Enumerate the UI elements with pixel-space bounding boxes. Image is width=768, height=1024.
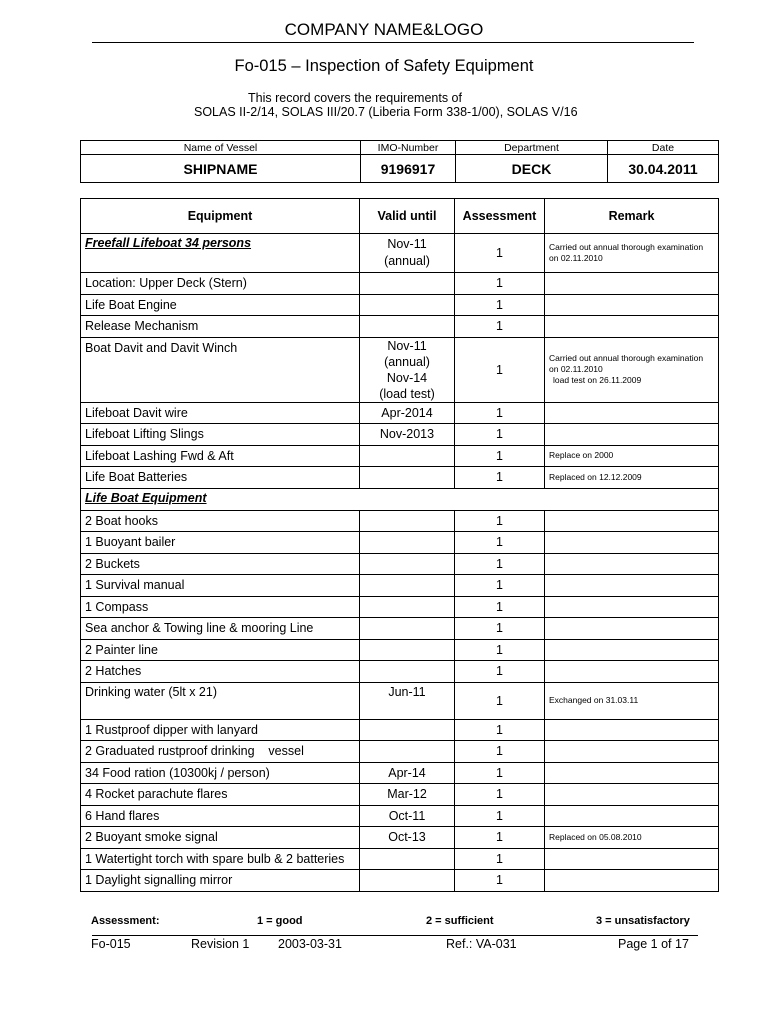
section-heading-freefall-lifeboat: Freefall Lifeboat 34 persons xyxy=(81,234,360,273)
valid-until-cell xyxy=(360,316,455,338)
assessment-cell: 1 xyxy=(455,661,545,683)
imo-number-label: IMO-Number xyxy=(361,141,456,155)
assessment-cell: 1 xyxy=(455,618,545,640)
header-divider xyxy=(92,42,694,43)
remark-cell xyxy=(545,719,719,741)
remark-cell xyxy=(545,294,719,316)
remark-cell xyxy=(545,532,719,554)
valid-until-cell: Nov-2013 xyxy=(360,424,455,446)
remark-cell xyxy=(545,762,719,784)
table-row xyxy=(81,553,719,575)
valid-until-cell xyxy=(360,848,455,870)
assessment-cell: 1 xyxy=(455,827,545,849)
table-row xyxy=(81,402,719,424)
remark-line: load test on 26.11.2009 xyxy=(553,375,642,385)
assessment-cell: 1 xyxy=(455,741,545,763)
valid-until-line: (annual) xyxy=(384,254,430,268)
date-label: Date xyxy=(608,141,719,155)
valid-until-cell xyxy=(360,596,455,618)
valid-until-cell xyxy=(360,870,455,892)
equipment-cell: Boat Davit and Davit Winch xyxy=(81,337,360,402)
valid-until-cell xyxy=(360,445,455,467)
equipment-cell: Lifeboat Lifting Slings xyxy=(81,424,360,446)
valid-until-cell xyxy=(360,639,455,661)
equipment-cell: Lifeboat Davit wire xyxy=(81,402,360,424)
remark-cell xyxy=(545,784,719,806)
valid-until-line: Nov-14 xyxy=(386,370,428,385)
intro-text-line-2: SOLAS II-2/14, SOLAS III/20.7 (Liberia Form 338-1/00), SOLAS V/16 xyxy=(194,105,578,119)
assessment-cell: 1 xyxy=(455,805,545,827)
column-header-equipment: Equipment xyxy=(81,199,360,234)
footer-date: 2003-03-31 xyxy=(278,937,342,951)
table-row xyxy=(81,870,719,892)
table-row xyxy=(81,719,719,741)
table-row xyxy=(81,682,719,719)
equipment-cell: 2 Hatches xyxy=(81,661,360,683)
vessel-info-table xyxy=(80,140,719,183)
remark-cell xyxy=(545,510,719,532)
equipment-cell: Life Boat Batteries xyxy=(81,467,360,489)
valid-until-cell: Jun-11 xyxy=(360,682,455,719)
remark-cell: Replaced on 05.08.2010 xyxy=(545,827,719,849)
remark-cell xyxy=(545,402,719,424)
table-row xyxy=(81,424,719,446)
remark-cell xyxy=(545,805,719,827)
equipment-cell: Drinking water (5lt x 21) xyxy=(81,682,360,719)
column-header-assessment: Assessment xyxy=(455,199,545,234)
equipment-cell: 2 Buoyant smoke signal xyxy=(81,827,360,849)
valid-until-cell: Mar-12 xyxy=(360,784,455,806)
valid-until-cell xyxy=(360,467,455,489)
assessment-cell: 1 xyxy=(455,424,545,446)
table-row xyxy=(81,337,719,402)
equipment-cell: 1 Rustproof dipper with lanyard xyxy=(81,719,360,741)
assessment-cell: 1 xyxy=(455,848,545,870)
assessment-cell: 1 xyxy=(455,682,545,719)
table-row xyxy=(81,273,719,295)
equipment-cell: 34 Food ration (10300kj / person) xyxy=(81,762,360,784)
assessment-cell: 1 xyxy=(455,510,545,532)
remark-cell xyxy=(545,618,719,640)
footer-revision: Revision 1 xyxy=(191,937,250,951)
valid-until-cell xyxy=(360,532,455,554)
valid-until-cell xyxy=(360,553,455,575)
remark-line: on 02.11.2010 xyxy=(549,364,603,374)
valid-until-line: (annual) xyxy=(384,354,430,369)
assessment-cell: 1 xyxy=(455,402,545,424)
equipment-cell: 2 Buckets xyxy=(81,553,360,575)
valid-until-line: Nov-11 xyxy=(387,237,427,251)
table-row xyxy=(81,467,719,489)
equipment-cell: 6 Hand flares xyxy=(81,805,360,827)
column-header-valid-until: Valid until xyxy=(360,199,455,234)
table-row xyxy=(81,510,719,532)
valid-until-cell xyxy=(360,661,455,683)
remark-cell xyxy=(545,234,719,273)
table-row xyxy=(81,639,719,661)
remark-line: Carried out annual thorough examination xyxy=(549,242,704,252)
table-row xyxy=(81,784,719,806)
table-row xyxy=(81,488,719,510)
valid-until-cell: Oct-13 xyxy=(360,827,455,849)
table-row xyxy=(81,827,719,849)
department-label: Department xyxy=(456,141,608,155)
table-row xyxy=(81,762,719,784)
valid-until-cell xyxy=(360,273,455,295)
remark-cell xyxy=(545,639,719,661)
legend-sufficient: 2 = sufficient xyxy=(426,915,494,927)
legend-good: 1 = good xyxy=(257,915,303,927)
footer-form-number: Fo-015 xyxy=(91,937,131,951)
equipment-cell: 4 Rocket parachute flares xyxy=(81,784,360,806)
table-row xyxy=(81,294,719,316)
equipment-cell: 1 Survival manual xyxy=(81,575,360,597)
assessment-cell: 1 xyxy=(455,234,545,273)
table-row xyxy=(81,596,719,618)
table-row xyxy=(81,618,719,640)
valid-until-cell xyxy=(360,719,455,741)
valid-until-cell xyxy=(360,575,455,597)
remark-cell xyxy=(545,553,719,575)
assessment-cell: 1 xyxy=(455,294,545,316)
valid-until-cell xyxy=(360,234,455,273)
remark-cell: Replaced on 12.12.2009 xyxy=(545,467,719,489)
valid-until-line: Nov-11 xyxy=(387,338,427,353)
equipment-cell: 2 Painter line xyxy=(81,639,360,661)
equipment-cell: 2 Graduated rustproof drinking vessel xyxy=(81,741,360,763)
table-row xyxy=(81,575,719,597)
table-row xyxy=(81,532,719,554)
table-row xyxy=(81,234,719,273)
remark-cell: Replace on 2000 xyxy=(545,445,719,467)
assessment-cell: 1 xyxy=(455,870,545,892)
remark-cell xyxy=(545,273,719,295)
assessment-cell: 1 xyxy=(455,337,545,402)
assessment-cell: 1 xyxy=(455,316,545,338)
equipment-cell: Lifeboat Lashing Fwd & Aft xyxy=(81,445,360,467)
remark-cell xyxy=(545,848,719,870)
assessment-cell: 1 xyxy=(455,532,545,554)
remark-cell xyxy=(545,870,719,892)
valid-until-cell xyxy=(360,337,455,402)
remark-cell xyxy=(545,741,719,763)
footer-reference: Ref.: VA-031 xyxy=(446,937,517,951)
company-name-logo: COMPANY NAME&LOGO xyxy=(284,20,484,39)
table-row xyxy=(81,445,719,467)
assessment-cell: 1 xyxy=(455,575,545,597)
assessment-cell: 1 xyxy=(455,639,545,661)
remark-cell: Exchanged on 31.03.11 xyxy=(545,682,719,719)
valid-until-cell: Oct-11 xyxy=(360,805,455,827)
imo-number-value: 9196917 xyxy=(361,155,456,183)
assessment-cell: 1 xyxy=(455,467,545,489)
table-row xyxy=(81,661,719,683)
assessment-cell: 1 xyxy=(455,719,545,741)
remark-line: on 02.11.2010 xyxy=(549,253,603,263)
table-row xyxy=(81,741,719,763)
assessment-cell: 1 xyxy=(455,762,545,784)
remark-cell xyxy=(545,316,719,338)
equipment-cell: 1 Buoyant bailer xyxy=(81,532,360,554)
equipment-cell: 2 Boat hooks xyxy=(81,510,360,532)
table-row xyxy=(81,316,719,338)
table-row xyxy=(81,848,719,870)
valid-until-cell: Apr-2014 xyxy=(360,402,455,424)
remark-cell xyxy=(545,575,719,597)
vessel-name-value: SHIPNAME xyxy=(81,155,361,183)
valid-until-cell xyxy=(360,618,455,640)
assessment-cell: 1 xyxy=(455,596,545,618)
inspection-table xyxy=(80,198,719,892)
equipment-cell: Life Boat Engine xyxy=(81,294,360,316)
equipment-cell: 1 Daylight signalling mirror xyxy=(81,870,360,892)
footer-divider xyxy=(92,935,698,936)
department-value: DECK xyxy=(456,155,608,183)
valid-until-cell xyxy=(360,294,455,316)
column-header-remark: Remark xyxy=(545,199,719,234)
legend-unsatisfactory: 3 = unsatisfactory xyxy=(596,915,690,927)
assessment-cell: 1 xyxy=(455,553,545,575)
date-value: 30.04.2011 xyxy=(608,155,719,183)
document-title: Fo-015 – Inspection of Safety Equipment xyxy=(234,57,534,75)
equipment-cell: 1 Watertight torch with spare bulb & 2 batteries xyxy=(81,848,360,870)
equipment-cell: Release Mechanism xyxy=(81,316,360,338)
vessel-name-label: Name of Vessel xyxy=(81,141,361,155)
valid-until-line: (load test) xyxy=(379,386,435,401)
section-heading-life-boat-equipment: Life Boat Equipment xyxy=(81,488,719,510)
remark-cell xyxy=(545,661,719,683)
remark-cell xyxy=(545,337,719,402)
equipment-cell: Sea anchor & Towing line & mooring Line xyxy=(81,618,360,640)
footer-page-number: Page 1 of 17 xyxy=(618,937,689,951)
valid-until-cell xyxy=(360,510,455,532)
remark-cell xyxy=(545,596,719,618)
intro-text-line-1: This record covers the requirements of xyxy=(248,91,462,105)
equipment-cell: 1 Compass xyxy=(81,596,360,618)
remark-cell xyxy=(545,424,719,446)
assessment-cell: 1 xyxy=(455,784,545,806)
assessment-cell: 1 xyxy=(455,273,545,295)
valid-until-cell xyxy=(360,741,455,763)
valid-until-cell: Apr-14 xyxy=(360,762,455,784)
legend-label: Assessment: xyxy=(91,915,160,927)
assessment-cell: 1 xyxy=(455,445,545,467)
remark-line: Carried out annual thorough examination xyxy=(549,353,704,363)
table-row xyxy=(81,805,719,827)
equipment-cell: Location: Upper Deck (Stern) xyxy=(81,273,360,295)
